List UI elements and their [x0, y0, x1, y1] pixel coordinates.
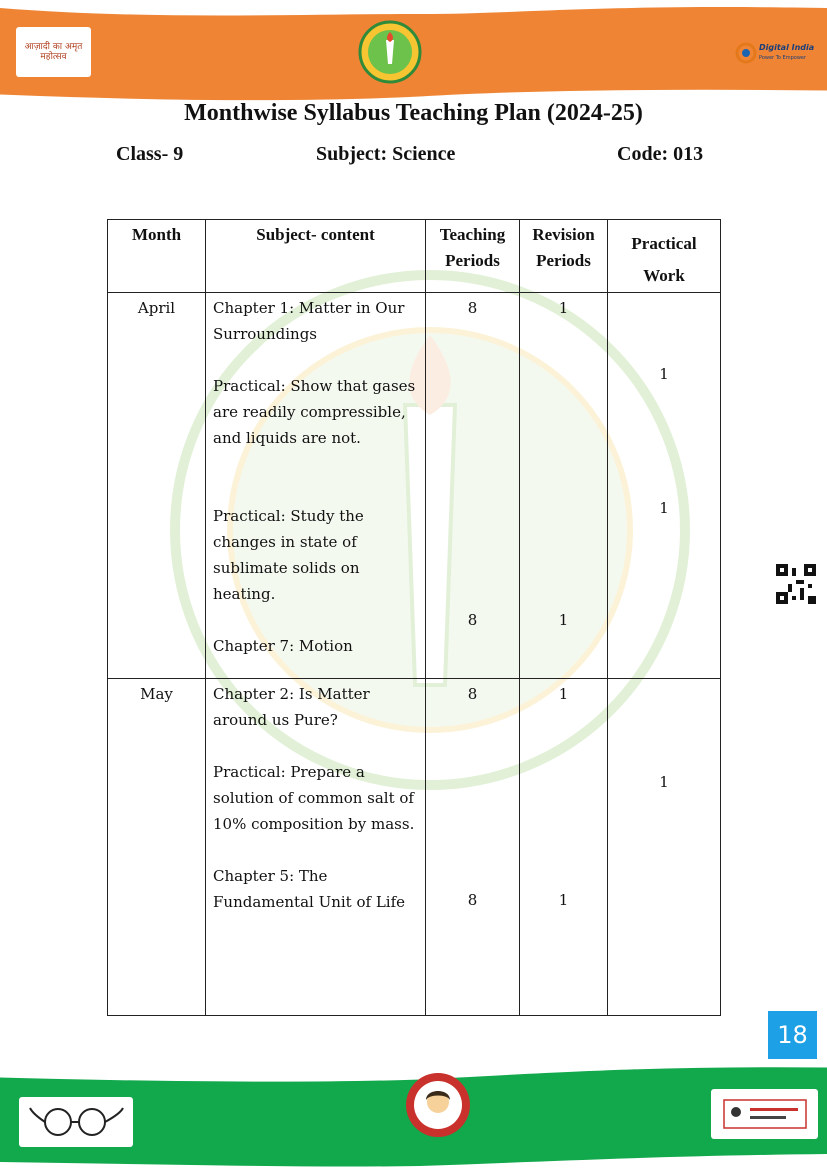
chapter-2: Chapter 2: Is Matter around us Pure?	[213, 685, 370, 729]
spectacles-icon	[26, 1102, 126, 1142]
practical-sublimation: Practical: Study the changes in state of sublimate solids on heating.	[213, 507, 364, 603]
digital-india-icon	[735, 42, 757, 64]
swachh-bharat-logo	[19, 1097, 133, 1147]
teaching-may: 8 8	[426, 679, 520, 1016]
practical-gases: Practical: Show that gases are readily compressible, and liquids are not.	[213, 377, 416, 447]
practical-work-header: Practical Work	[608, 220, 721, 293]
practical-april: 1 1	[608, 293, 721, 679]
qr-code-icon	[776, 564, 816, 604]
practical-may: 1	[608, 679, 721, 1016]
table-header-row	[108, 220, 721, 293]
month-header: Month	[108, 220, 206, 293]
page-number: 18	[768, 1011, 817, 1059]
beti-bachao-logo	[405, 1070, 471, 1140]
azadi-ka-amrit-mahotsav-logo: आज़ादी का अमृत महोत्सव	[16, 27, 91, 77]
content-may	[206, 679, 426, 1016]
table-row-may	[108, 679, 721, 1016]
revision-may: 1 1	[520, 679, 608, 1016]
chapter-1: Chapter 1: Matter in Our Surroundings	[213, 299, 405, 343]
digital-india-logo: Digital India Power To Empower	[735, 38, 815, 68]
table-row-april	[108, 293, 721, 679]
code-label: Code: 013	[617, 143, 704, 165]
content-april	[206, 293, 426, 679]
subject-label: Subject: Science	[316, 143, 456, 165]
content-header: Subject- content	[206, 220, 426, 293]
practical-salt-solution: Practical: Prepare a solution of common salt of 10% composition by mass.	[213, 763, 415, 833]
revision-april: 1 1	[520, 293, 608, 679]
page-title: Monthwise Syllabus Teaching Plan (2024-25)	[184, 100, 643, 126]
teaching-april: 8 8	[426, 293, 520, 679]
syllabus-table	[107, 219, 721, 1016]
revision-periods-header: Revision Periods	[520, 220, 608, 293]
shiksha-ka-adhikar-logo	[711, 1089, 818, 1139]
hbse-emblem-logo	[358, 20, 422, 84]
class-label: Class- 9	[116, 143, 184, 165]
month-may: May	[108, 679, 206, 1016]
children-reading-icon	[720, 1094, 810, 1134]
chapter-5: Chapter 5: The Fundamental Unit of Life	[213, 867, 406, 911]
chapter-7: Chapter 7: Motion	[213, 637, 353, 655]
month-april: April	[108, 293, 206, 679]
teaching-periods-header: Teaching Periods	[426, 220, 520, 293]
